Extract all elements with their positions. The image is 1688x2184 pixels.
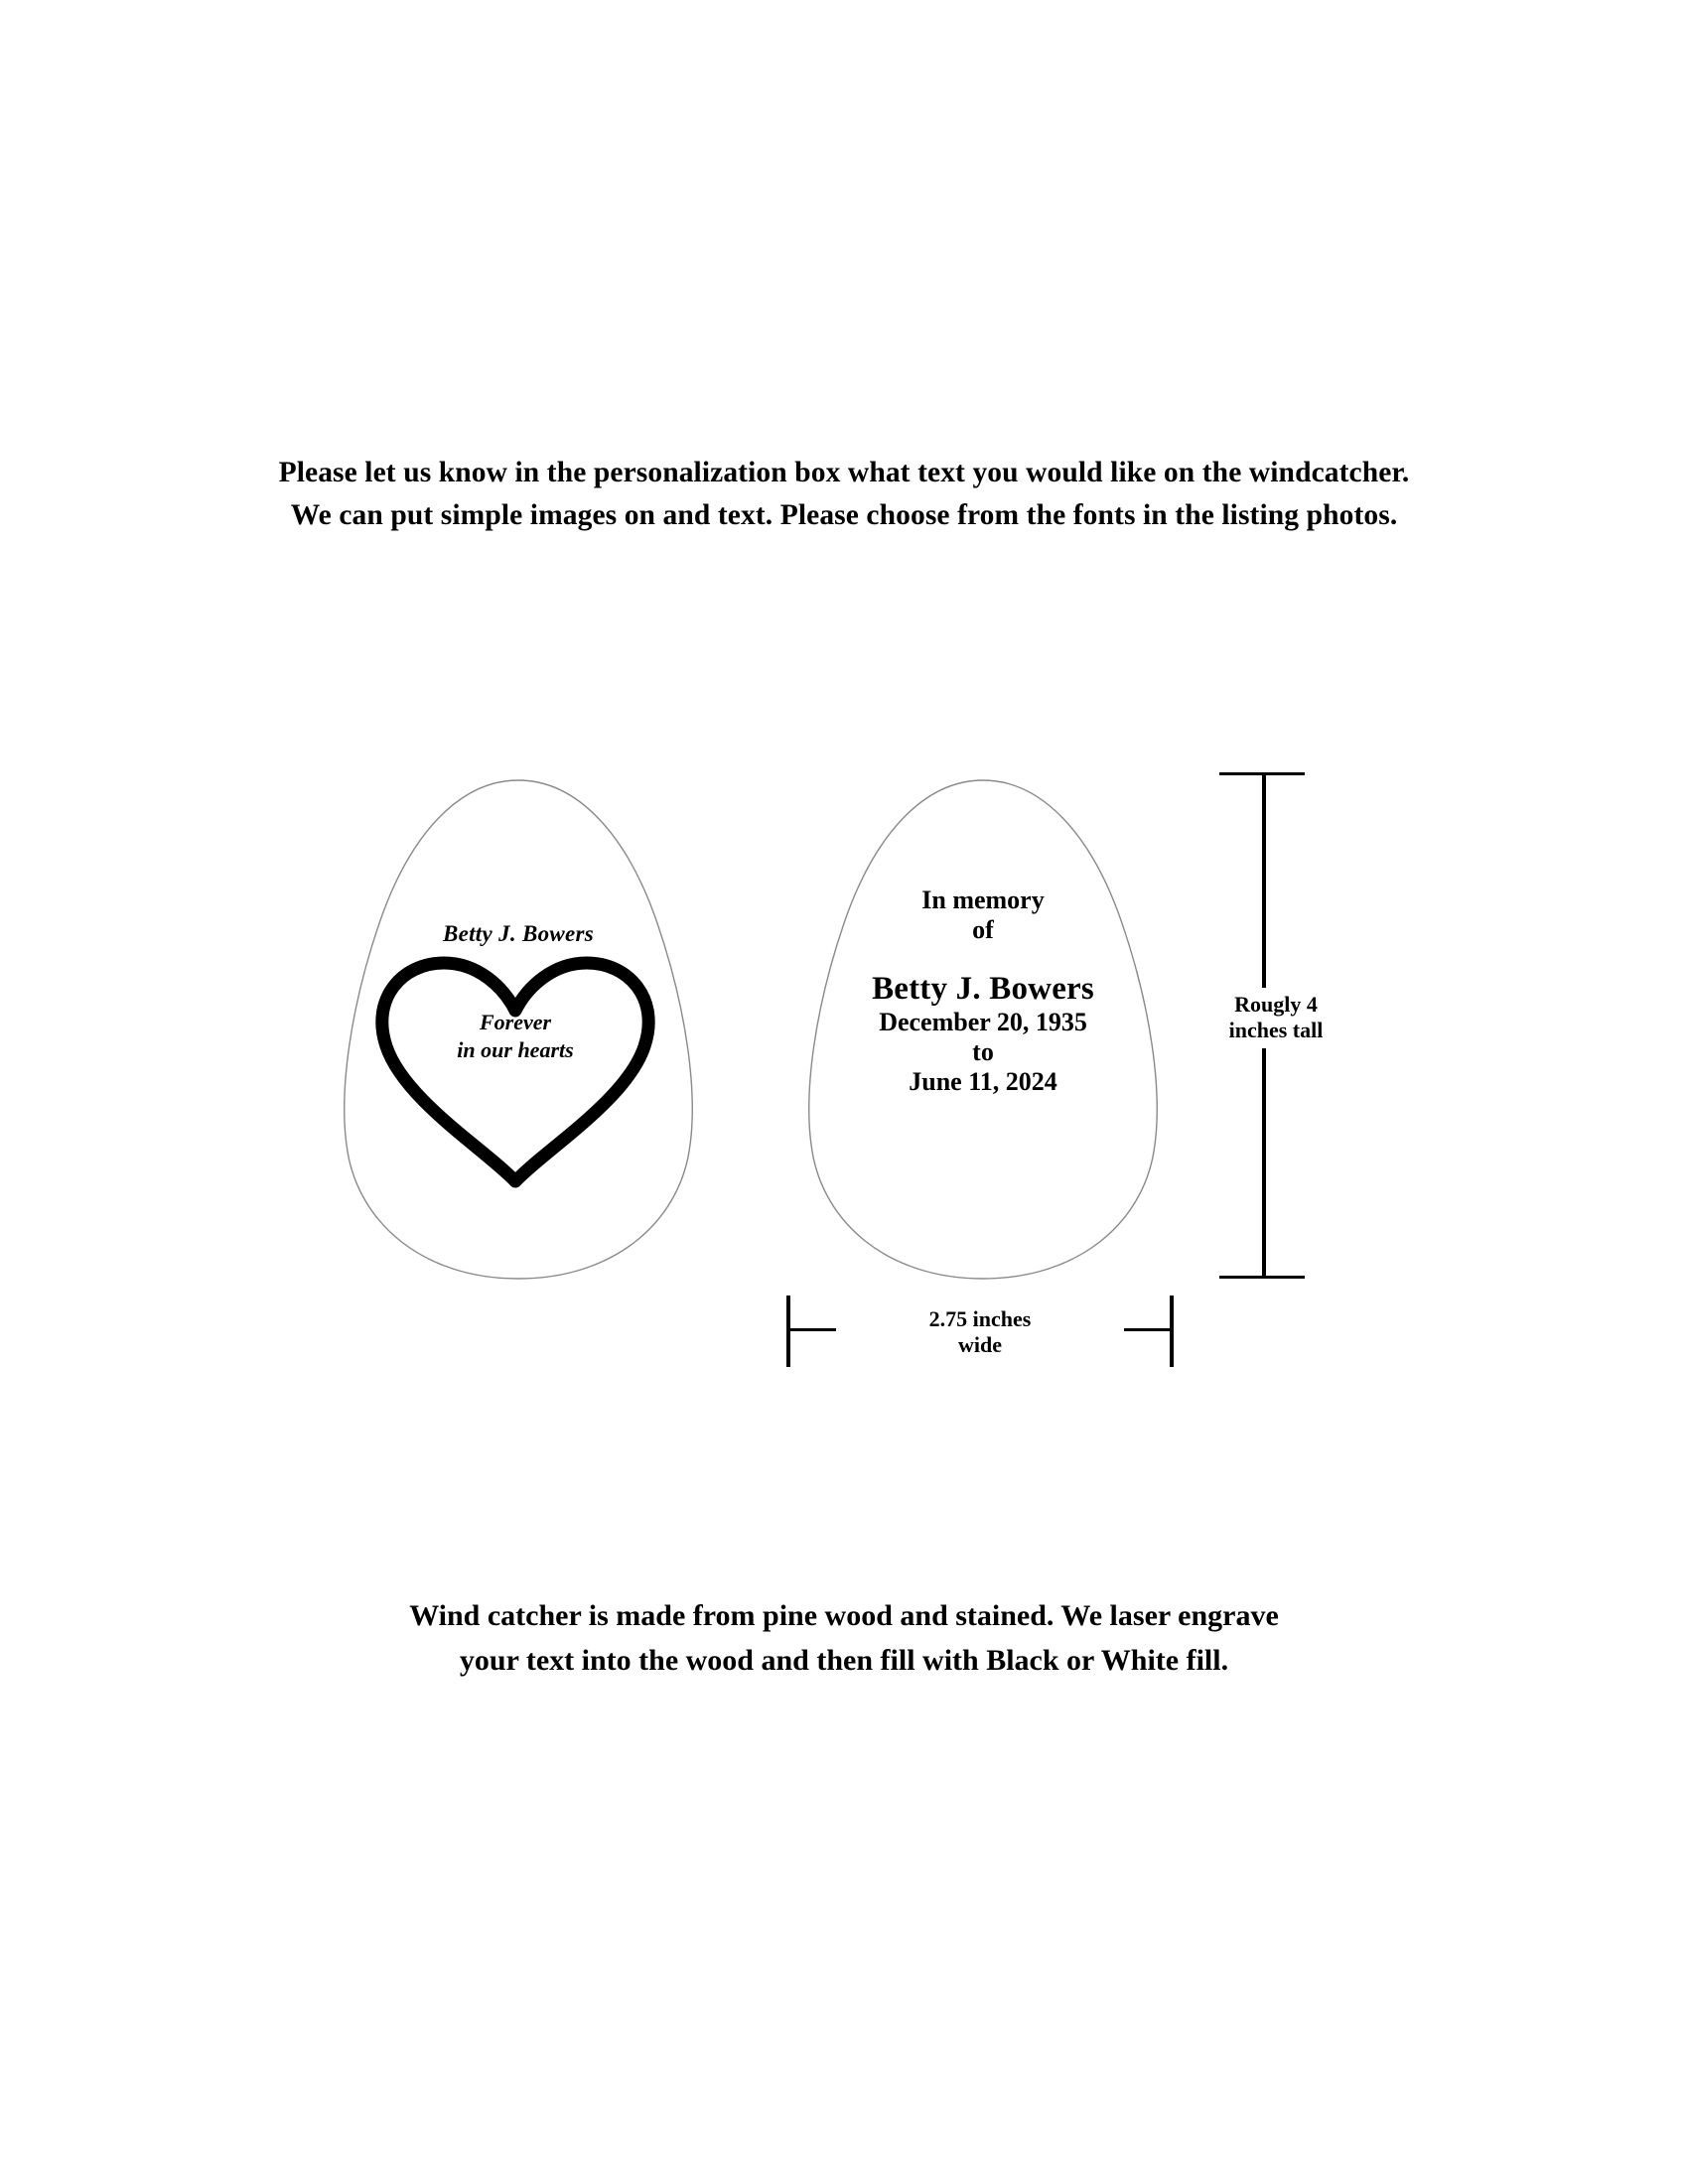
width-dimension-label [836, 1302, 1124, 1363]
windcatcher-front-face [330, 774, 707, 1291]
width-cap-left [786, 1296, 790, 1367]
width-cap-right [1170, 1296, 1174, 1367]
memorial-inscription [794, 886, 1172, 1096]
memorial-to: to [972, 1036, 994, 1066]
memorial-birth-date: December 20, 1935 [879, 1007, 1087, 1036]
memorial-death-date: June 11, 2024 [909, 1066, 1057, 1096]
heart-inner-text [366, 1009, 664, 1063]
memorial-name: Betty J. Bowers [872, 970, 1094, 1007]
width-label-line-1: 2.75 inches [928, 1306, 1032, 1331]
top-instruction-note [0, 452, 1688, 537]
width-label-line-2: wide [958, 1332, 1002, 1358]
bottom-note-line-2: your text into the wood and then fill with Black or White fill. [459, 1644, 1229, 1677]
height-label-line-1: Rougly 4 [1234, 992, 1318, 1017]
bottom-note-line-1: Wind catcher is made from pine wood and stained. We laser engrave [409, 1599, 1279, 1632]
top-note-line-2: We can put simple images on and text. Please choose from the fonts in the listing photos. [290, 498, 1398, 531]
heart-text-line-2: in our hearts [457, 1036, 574, 1062]
memorial-dates [794, 1008, 1172, 1097]
bottom-description-note [0, 1593, 1688, 1683]
heart-icon [366, 951, 664, 1199]
top-note-line-1: Please let us know in the personalization box what text you would like on the windcatcher. [278, 457, 1410, 488]
front-face-name: Betty J. Bowers [442, 921, 595, 946]
heart-text-line-1: Forever [479, 1010, 552, 1034]
memorial-in-memory: In memory [921, 886, 1045, 914]
height-dimension-label [1187, 988, 1365, 1048]
height-label-line-2: inches tall [1228, 1018, 1324, 1043]
heart-graphic [366, 951, 664, 1199]
memorial-of: of [972, 914, 994, 944]
windcatcher-back-face [794, 774, 1172, 1291]
height-cap-bottom [1219, 1276, 1305, 1279]
windcatcher-diagram [0, 754, 1688, 1410]
